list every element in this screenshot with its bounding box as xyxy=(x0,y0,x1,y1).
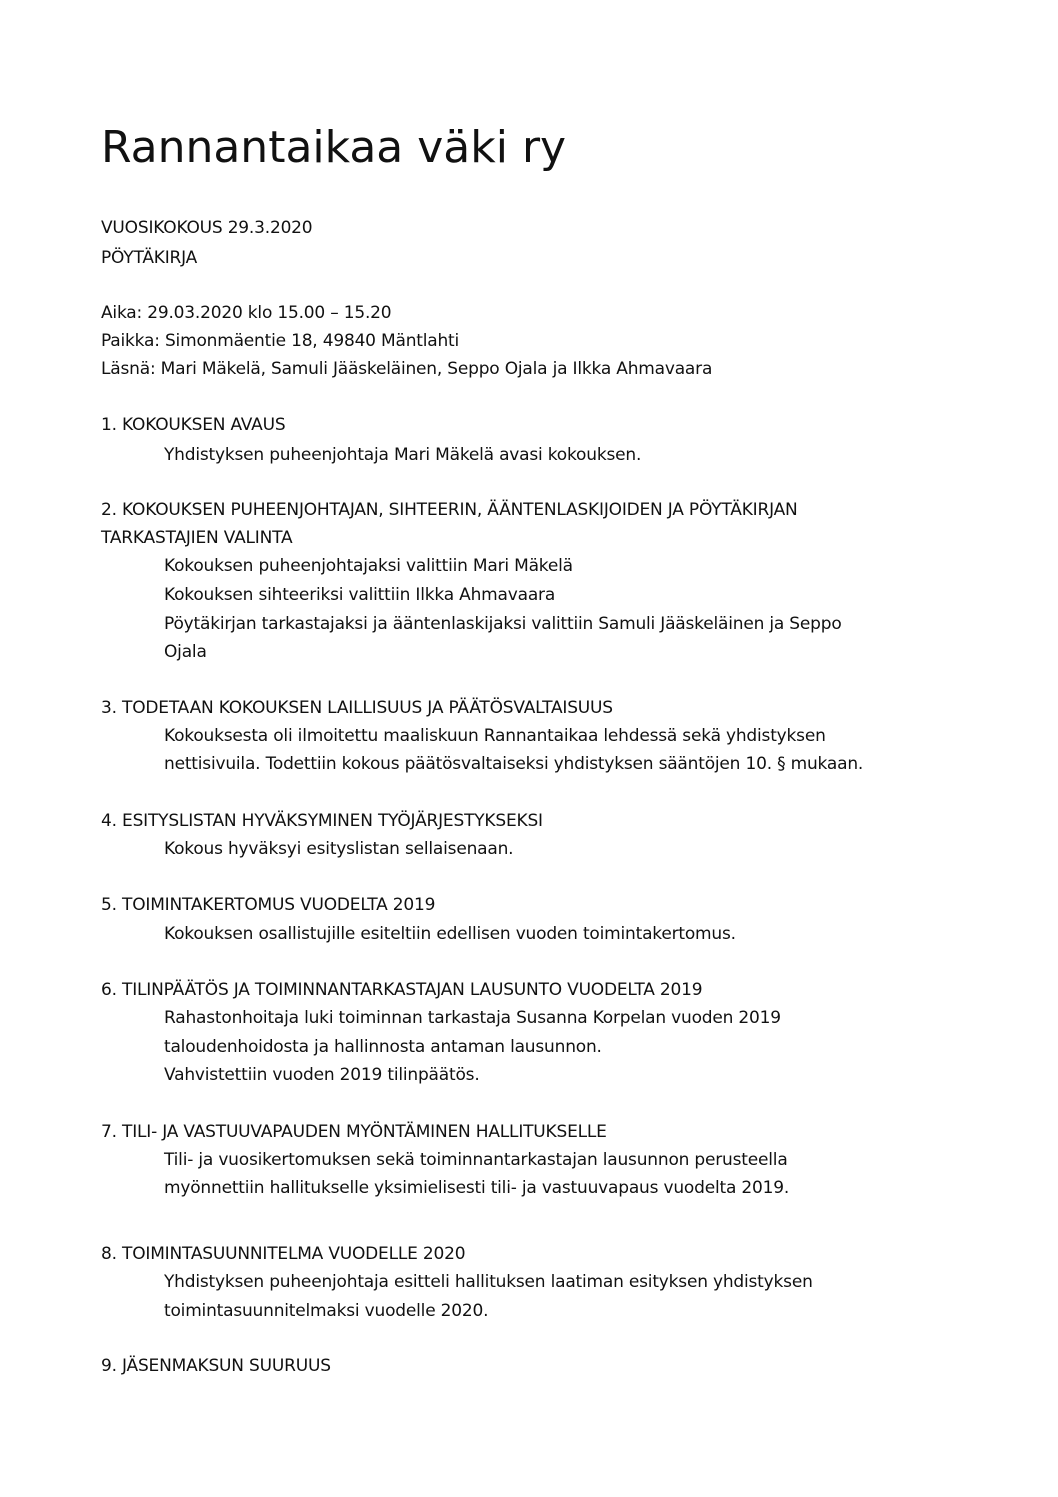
section-text: Kokouksen osallistujille esiteltiin edellisen vuoden toimintakertomus. xyxy=(164,924,736,944)
section-heading: TARKASTAJIEN VALINTA xyxy=(101,528,293,548)
section-text: Vahvistettiin vuoden 2019 tilinpäätös. xyxy=(164,1065,480,1085)
section-heading: 4. ESITYSLISTAN HYVÄKSYMINEN TYÖJÄRJESTYKSEKSI xyxy=(101,811,543,831)
document-type: PÖYTÄKIRJA xyxy=(101,248,198,268)
section-text: Yhdistyksen puheenjohtaja Mari Mäkelä avasi kokouksen. xyxy=(164,445,642,465)
section-text: Ojala xyxy=(164,642,207,662)
section-text: Kokous hyväksyi esityslistan sellaisenaan. xyxy=(164,839,514,859)
section-heading: 1. KOKOUKSEN AVAUS xyxy=(101,415,286,435)
section-heading: 8. TOIMINTASUUNNITELMA VUODELLE 2020 xyxy=(101,1244,466,1264)
section-heading: 3. TODETAAN KOKOUKSEN LAILLISUUS JA PÄÄTÖSVALTAISUUS xyxy=(101,698,613,718)
document-title: Rannantaikaa väki ry xyxy=(101,122,567,173)
section-text: toimintasuunnitelmaksi vuodelle 2020. xyxy=(164,1301,489,1321)
section-text: Pöytäkirjan tarkastajaksi ja ääntenlaskijaksi valittiin Samuli Jääskeläinen ja Seppo xyxy=(164,614,842,634)
section-text: Rahastonhoitaja luki toiminnan tarkastaja Susanna Korpelan vuoden 2019 xyxy=(164,1008,781,1028)
section-heading: 6. TILINPÄÄTÖS JA TOIMINNANTARKASTAJAN LAUSUNTO VUODELTA 2019 xyxy=(101,980,703,1000)
section-text: Kokouksen sihteeriksi valittiin Ilkka Ahmavaara xyxy=(164,585,556,605)
section-heading: 2. KOKOUKSEN PUHEENJOHTAJAN, SIHTEERIN, ÄÄNTENLASKIJOIDEN JA PÖYTÄKIRJAN xyxy=(101,500,798,520)
section-heading: 9. JÄSENMAKSUN SUURUUS xyxy=(101,1356,331,1376)
section-heading: 7. TILI- JA VASTUUVAPAUDEN MYÖNTÄMINEN HALLITUKSELLE xyxy=(101,1122,607,1142)
section-text: nettisivuila. Todettiin kokous päätösvaltaiseksi yhdistyksen sääntöjen 10. § mukaan. xyxy=(164,754,864,774)
section-text: Yhdistyksen puheenjohtaja esitteli hallituksen laatiman esityksen yhdistyksen xyxy=(164,1272,813,1292)
section-heading: 5. TOIMINTAKERTOMUS VUODELTA 2019 xyxy=(101,895,436,915)
section-text: Tili- ja vuosikertomuksen sekä toiminnantarkastajan lausunnon perusteella xyxy=(164,1150,788,1170)
meeting-time: Aika: 29.03.2020 klo 15.00 – 15.20 xyxy=(101,303,392,323)
meeting-name: VUOSIKOKOUS 29.3.2020 xyxy=(101,218,313,238)
section-text: taloudenhoidosta ja hallinnosta antaman lausunnon. xyxy=(164,1037,602,1057)
section-text: Kokouksen puheenjohtajaksi valittiin Mari Mäkelä xyxy=(164,556,573,576)
meeting-place: Paikka: Simonmäentie 18, 49840 Mäntlahti xyxy=(101,331,460,351)
section-text: myönnettiin hallitukselle yksimielisesti tili- ja vastuuvapaus vuodelta 2019. xyxy=(164,1178,790,1198)
meeting-attendees: Läsnä: Mari Mäkelä, Samuli Jääskeläinen, Seppo Ojala ja Ilkka Ahmavaara xyxy=(101,359,713,379)
section-text: Kokouksesta oli ilmoitettu maaliskuun Rannantaikaa lehdessä sekä yhdistyksen xyxy=(164,726,826,746)
